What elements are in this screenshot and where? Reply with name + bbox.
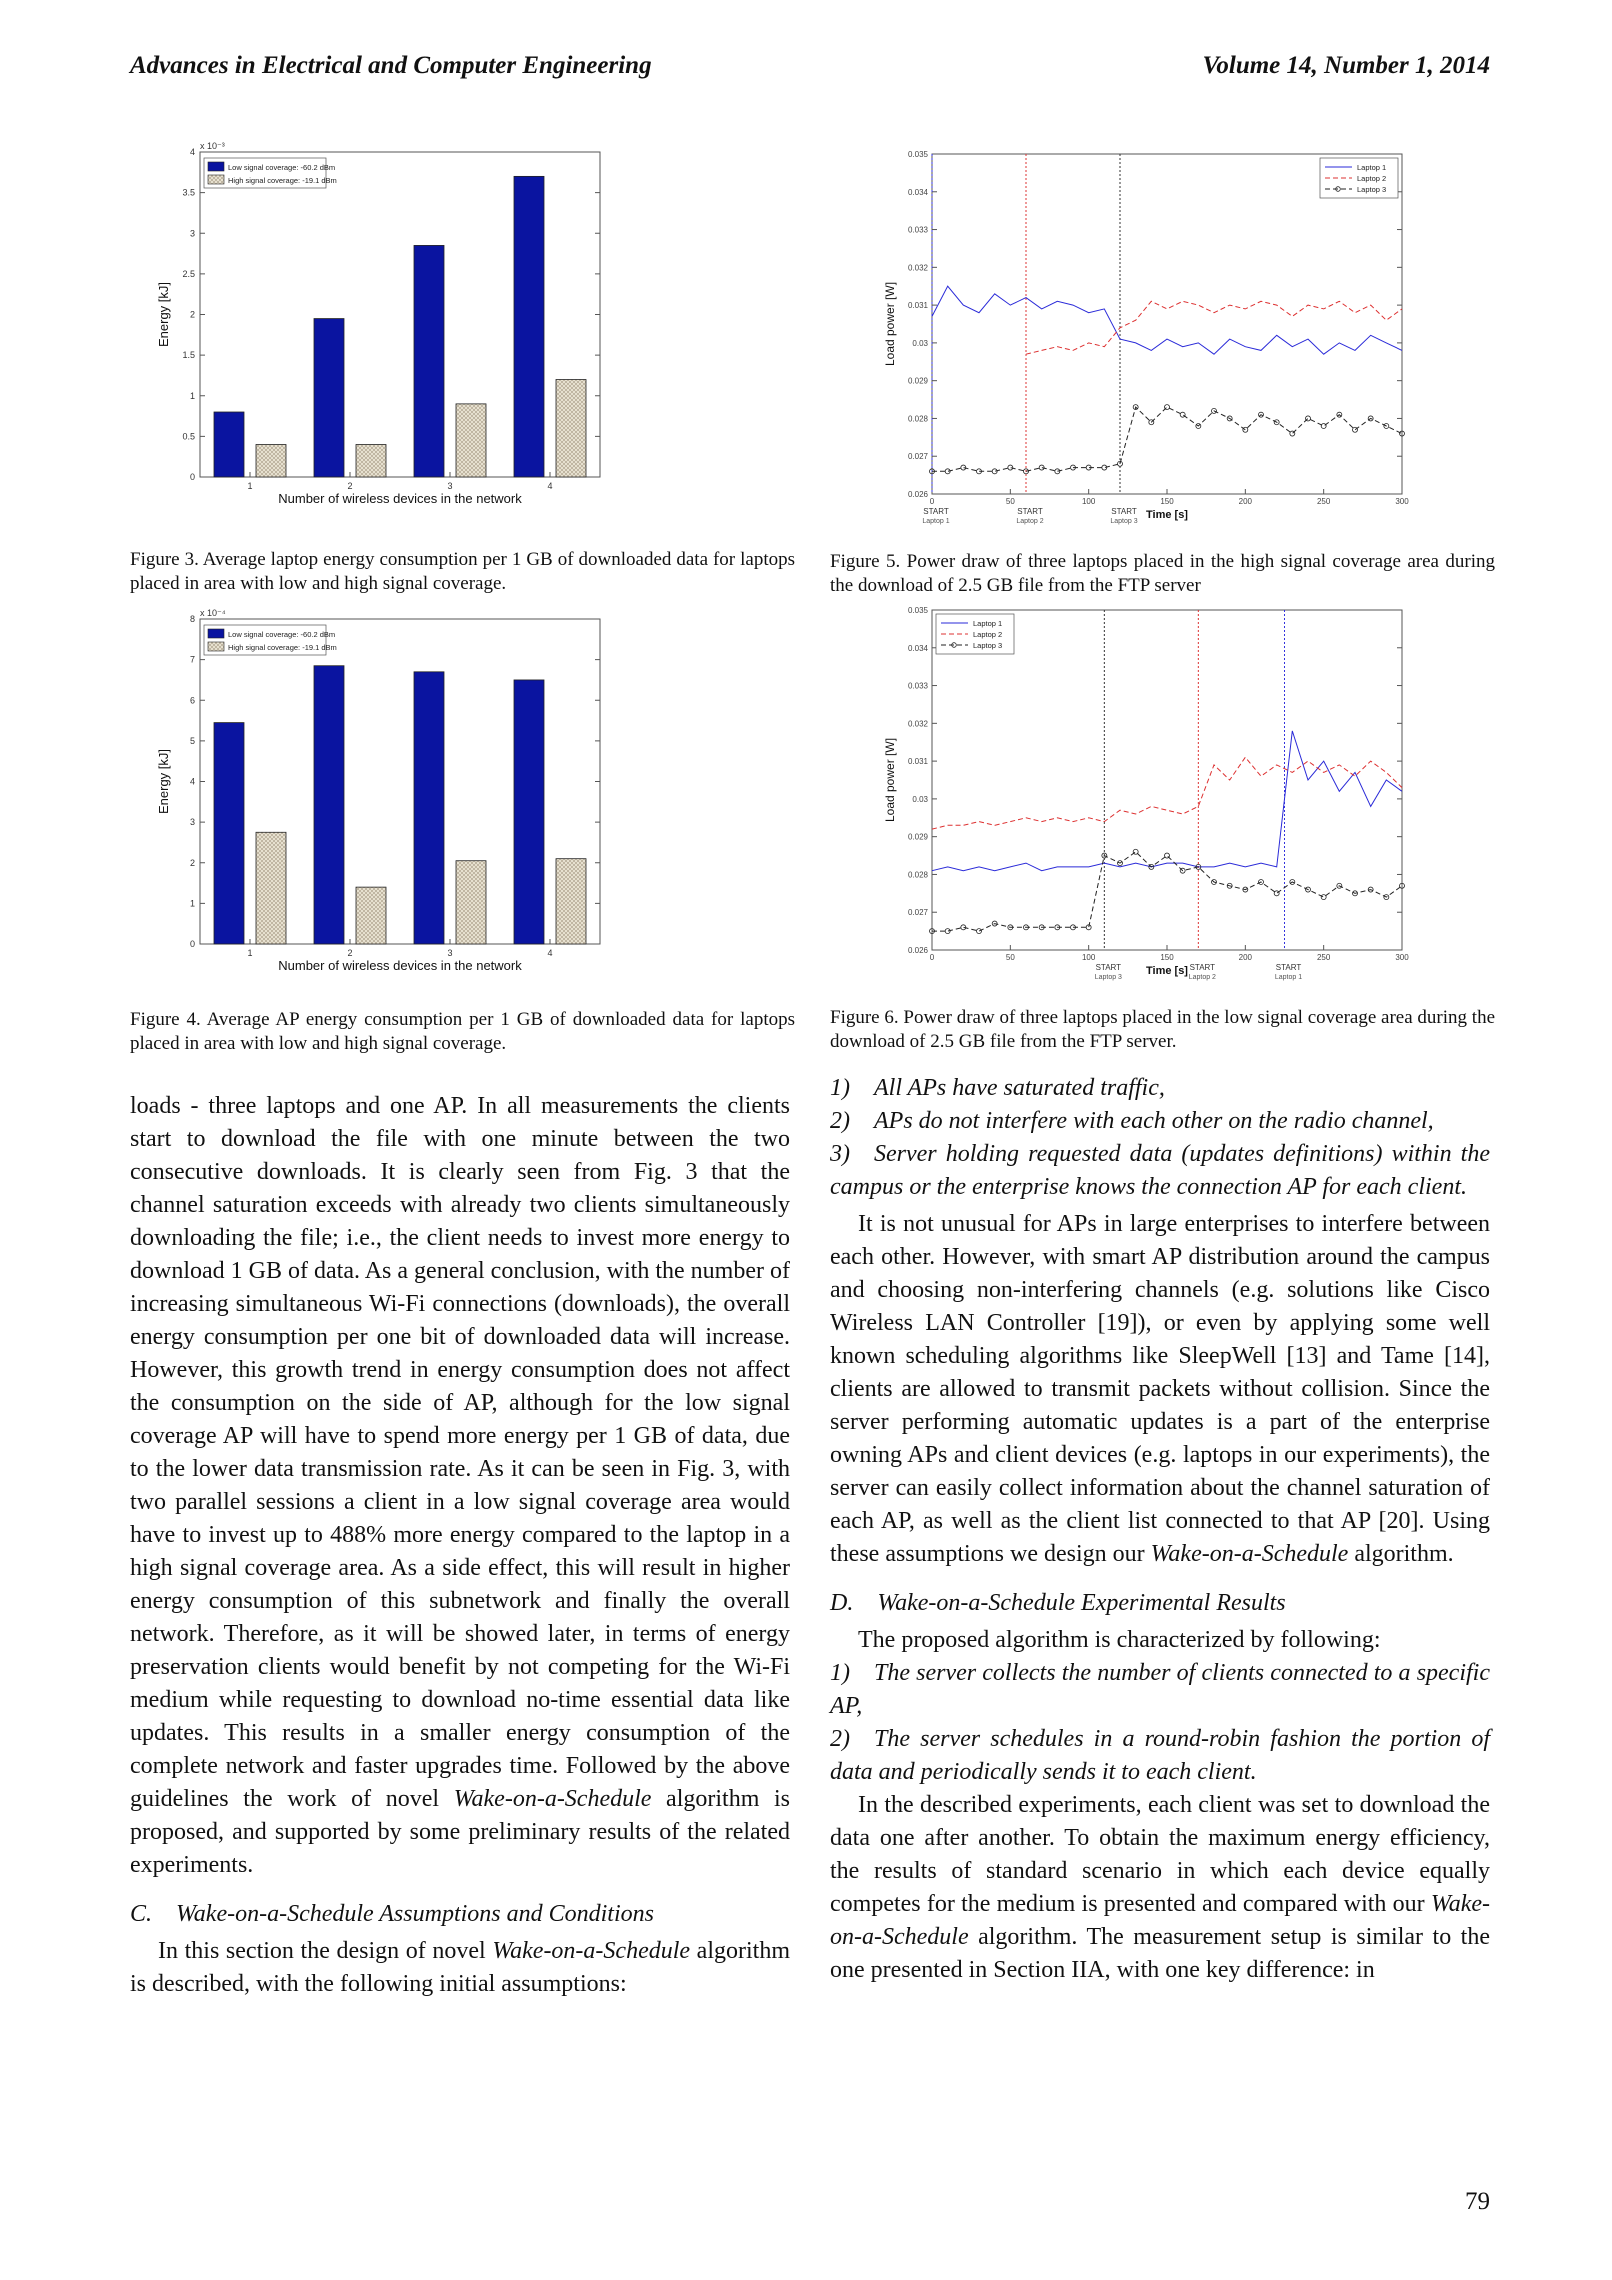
x-tick-label: 2 bbox=[347, 481, 353, 491]
legend-label: Low signal coverage: -60.2 dBm bbox=[228, 630, 336, 639]
x-tick-label: 50 bbox=[1005, 497, 1015, 506]
bar-high-signal bbox=[356, 887, 386, 944]
x-tick-label: 1 bbox=[247, 481, 253, 491]
y-tick-label: 0 bbox=[189, 939, 195, 949]
bar-high-signal bbox=[456, 861, 486, 944]
y-tick-label: 0.034 bbox=[907, 187, 928, 197]
start-marker-sublabel: Laptop 2 bbox=[1188, 974, 1216, 981]
x-tick-label: 1 bbox=[247, 948, 253, 958]
x-axis-label: Time [s] bbox=[1146, 965, 1188, 977]
x-tick-label: 300 bbox=[1395, 497, 1409, 506]
paragraph: The proposed algorithm is characterized by following: bbox=[858, 1627, 1381, 1653]
axis-multiplier: x 10⁻³ bbox=[200, 141, 225, 151]
journal-title: Advances in Electrical and Computer Engineering bbox=[130, 52, 652, 79]
x-tick-label: 250 bbox=[1316, 953, 1331, 962]
figure-3 bbox=[130, 138, 710, 538]
y-tick-label: 4 bbox=[189, 147, 195, 157]
figure-6 bbox=[860, 604, 1440, 1004]
paragraph-text: algorithm. bbox=[1348, 1541, 1454, 1567]
axis-multiplier: x 10⁻⁴ bbox=[200, 608, 226, 618]
figure-3-caption: Figure 3. Average laptop energy consumption per 1 GB of downloaded data for laptops placed in area with low and high signal coverage. bbox=[130, 549, 795, 594]
legend-label: Laptop 3 bbox=[1357, 185, 1387, 194]
legend-label: Low signal coverage: -60.2 dBm bbox=[228, 163, 336, 172]
figure-4-chart bbox=[130, 605, 710, 1005]
legend-label: Laptop 2 bbox=[973, 630, 1003, 639]
start-marker-sublabel: Laptop 2 bbox=[1016, 518, 1044, 525]
legend bbox=[204, 625, 337, 655]
x-tick-label: 100 bbox=[1081, 497, 1096, 506]
x-tick-label: 0 bbox=[929, 953, 935, 962]
y-tick-label: 8 bbox=[189, 614, 195, 624]
y-tick-label: 0.031 bbox=[907, 757, 928, 767]
y-tick-label: 1 bbox=[189, 390, 195, 401]
bar-low-signal bbox=[514, 680, 544, 944]
legend-label: Laptop 1 bbox=[973, 619, 1003, 628]
right-column bbox=[830, 1072, 1490, 1987]
y-tick-label: 2 bbox=[189, 309, 195, 320]
section-heading-c: C. Wake-on-a-Schedule Assumptions and Conditions bbox=[130, 1901, 654, 1927]
paragraph bbox=[130, 1935, 790, 2001]
algorithm-step: 2) The server schedules in a round-robin fashion the portion of data and periodically sends it to each client. bbox=[830, 1726, 1490, 1785]
bar-high-signal bbox=[556, 380, 586, 478]
y-tick-label: 0.031 bbox=[907, 301, 928, 311]
y-tick-label: 0.029 bbox=[907, 832, 928, 842]
algorithm-name: Wake-on-a-Schedule bbox=[453, 1786, 652, 1812]
legend bbox=[1320, 158, 1398, 198]
y-tick-label: 4 bbox=[189, 776, 195, 787]
x-tick-label: 150 bbox=[1160, 953, 1174, 962]
paragraph-text: In this section the design of novel bbox=[158, 1938, 493, 1964]
y-tick-label: 2 bbox=[189, 857, 195, 868]
x-tick-label: 250 bbox=[1316, 497, 1331, 506]
section-heading-d: D. Wake-on-a-Schedule Experimental Results bbox=[830, 1590, 1286, 1616]
assumption-item: 2) APs do not interfere with each other on the radio channel, bbox=[830, 1108, 1434, 1134]
paragraph-text: It is not unusual for APs in large enterprises to interfere between each other. However, with smart AP distribution around the campus and choosing non-interfering channels (e.g. solutions like Cisco Wireless LAN Controller [19]), or even by applying some well known scheduling algorithms like SleepWell [13] and Tame [14], clients are allowed to transmit packets without collision. Since the server performing automatic updates is a part of the enterprise owning APs and client devices (e.g. laptops in our experiments), the server can easily collect information about the channel saturation of each AP, as well as the client list connected to that AP [20]. Using these assumptions we design our bbox=[830, 1211, 1490, 1567]
left-column bbox=[130, 1090, 790, 2001]
legend bbox=[936, 614, 1014, 654]
legend-swatch bbox=[208, 162, 224, 171]
y-tick-label: 7 bbox=[189, 654, 195, 665]
start-marker-sublabel: Laptop 1 bbox=[1274, 974, 1303, 981]
paragraph-text: algorithm is described, with the following initial assumptions: bbox=[130, 1938, 790, 1997]
algorithm-name: Wake-on-a-Schedule bbox=[830, 1891, 1490, 1950]
paragraph-text: loads - three laptops and one AP. In all measurements the clients start to download the file with one minute between the two consecutive downloads. It is clearly seen from Fig. 3 that the channel saturation exceeds with already two clients simultaneously downloading the file; i.e., the client needs to invest more energy to download 1 GB of data. As a general conclusion, with the number of increasing simultaneous Wi-Fi connections (downloads), the overall energy consumption per one bit of downloaded data will increase. However, this growth trend in energy consumption does not affect the consumption on the side of AP, although for the low signal coverage AP will have to spend more energy per 1 GB of data, due to the lower data transmission rate. As it can be seen in Fig. 3, with two parallel sessions a client in a low signal coverage area would have to invest up to 488% more energy compared to the laptop in a high signal coverage area. As a side effect, this will result in higher energy consumption of this subnetwork and finally the overall network. Therefore, as it will be showed later, in terms of energy preservation clients would benefit by not competing for the Wi-Fi medium while requesting to download no-time essential data like updates. This results in a smaller energy consumption of the complete network and faster upgrades time. Followed by the above guidelines the work of novel bbox=[130, 1093, 790, 1812]
bar-high-signal bbox=[256, 445, 286, 478]
bar-low-signal bbox=[414, 672, 444, 944]
start-marker-label: START bbox=[1275, 963, 1302, 972]
y-tick-label: 6 bbox=[189, 695, 195, 706]
paragraph bbox=[130, 1090, 790, 1882]
paragraph bbox=[830, 1208, 1490, 1571]
paragraph-text: In the described experiments, each client was set to download the data one after another. To obtain the maximum energy efficiency, the results of standard scenario in which each device equally competes for the medium is presented and compared with our bbox=[830, 1792, 1490, 1917]
y-tick-label: 0.029 bbox=[907, 376, 928, 386]
x-tick-label: 4 bbox=[547, 481, 553, 491]
legend bbox=[204, 158, 337, 188]
plot-area bbox=[932, 154, 1402, 494]
y-tick-label: 0.027 bbox=[907, 452, 928, 462]
x-tick-label: 300 bbox=[1395, 953, 1409, 962]
x-tick-label: 3 bbox=[447, 948, 453, 958]
figure-3-chart bbox=[130, 138, 710, 538]
y-tick-label: 0.027 bbox=[907, 908, 928, 918]
y-tick-label: 3 bbox=[189, 228, 195, 239]
y-tick-label: 0.033 bbox=[907, 225, 928, 235]
figure-4 bbox=[130, 605, 710, 1005]
figure-5-chart bbox=[860, 148, 1440, 548]
paragraph-text: algorithm is proposed, and supported by some preliminary results of the related experiments. bbox=[130, 1786, 791, 1878]
legend-label: High signal coverage: -19.1 dBm bbox=[228, 643, 337, 652]
legend-label: Laptop 2 bbox=[1357, 174, 1387, 183]
y-tick-label: 0.5 bbox=[182, 431, 195, 442]
x-axis-label: Number of wireless devices in the network bbox=[278, 491, 522, 506]
bar-low-signal bbox=[214, 412, 244, 477]
start-marker-label: START bbox=[923, 507, 949, 516]
y-tick-label: 3 bbox=[189, 817, 195, 828]
x-tick-label: 100 bbox=[1081, 953, 1096, 962]
bar-low-signal bbox=[514, 176, 544, 477]
y-tick-label: 1.5 bbox=[182, 350, 195, 361]
legend-label: Laptop 3 bbox=[973, 641, 1003, 650]
bar-high-signal bbox=[356, 445, 386, 478]
y-tick-label: 0 bbox=[189, 472, 195, 482]
legend-label: High signal coverage: -19.1 dBm bbox=[228, 176, 337, 185]
x-tick-label: 150 bbox=[1160, 497, 1174, 506]
y-tick-label: 0.032 bbox=[907, 263, 928, 273]
y-tick-label: 0.034 bbox=[907, 643, 928, 653]
x-tick-label: 200 bbox=[1238, 497, 1253, 506]
bar-high-signal bbox=[456, 404, 486, 477]
bar-low-signal bbox=[214, 723, 244, 944]
y-tick-label: 0.035 bbox=[907, 606, 928, 615]
y-tick-label: 5 bbox=[189, 735, 195, 746]
x-axis-label: Number of wireless devices in the network bbox=[278, 958, 522, 973]
x-axis-label: Time [s] bbox=[1146, 509, 1188, 521]
y-axis-label: Load power [W] bbox=[883, 737, 897, 823]
y-tick-label: 0.03 bbox=[912, 794, 928, 804]
y-axis-label: Load power [W] bbox=[883, 281, 897, 367]
page-number: 79 bbox=[1465, 2188, 1490, 2215]
start-marker-sublabel: Laptop 3 bbox=[1110, 518, 1138, 525]
legend-swatch bbox=[208, 642, 224, 651]
assumption-item: 1) All APs have saturated traffic, bbox=[830, 1075, 1165, 1101]
paragraph bbox=[830, 1789, 1490, 1987]
bar-low-signal bbox=[414, 245, 444, 477]
bar-high-signal bbox=[556, 859, 586, 944]
x-tick-label: 0 bbox=[929, 497, 935, 506]
paragraph-text: algorithm. The measurement setup is similar to the one presented in Section IIA, with one key difference: in bbox=[830, 1924, 1490, 1983]
bar-low-signal bbox=[314, 319, 344, 477]
figure-6-chart bbox=[860, 604, 1440, 1004]
start-marker-sublabel: Laptop 3 bbox=[1094, 974, 1122, 981]
x-tick-label: 200 bbox=[1238, 953, 1253, 962]
bar-high-signal bbox=[256, 832, 286, 944]
y-tick-label: 0.028 bbox=[907, 870, 928, 880]
legend-swatch bbox=[208, 175, 224, 184]
figure-5-caption: Figure 5. Power draw of three laptops placed in the high signal coverage area during the download of 2.5 GB file from the FTP server bbox=[830, 551, 1495, 596]
y-tick-label: 0.03 bbox=[912, 338, 928, 348]
y-tick-label: 0.026 bbox=[907, 490, 928, 499]
y-axis-label: Energy [kJ] bbox=[156, 281, 171, 348]
plot-area bbox=[932, 610, 1402, 950]
y-tick-label: 3.5 bbox=[182, 187, 195, 198]
figure-6-caption: Figure 6. Power draw of three laptops placed in the low signal coverage area during the download of 2.5 GB file from the FTP server. bbox=[830, 1007, 1495, 1052]
x-tick-label: 50 bbox=[1005, 953, 1015, 962]
algorithm-step: 1) The server collects the number of clients connected to a specific AP, bbox=[830, 1660, 1490, 1719]
start-marker-sublabel: Laptop 1 bbox=[922, 518, 950, 525]
start-marker-label: START bbox=[1017, 507, 1043, 516]
assumption-item: 3) Server holding requested data (updates definitions) within the campus or the enterprise knows the connection AP for each client. bbox=[830, 1141, 1490, 1200]
start-marker-label: START bbox=[1095, 963, 1122, 972]
x-tick-label: 2 bbox=[347, 948, 353, 958]
figure-4-caption: Figure 4. Average AP energy consumption per 1 GB of downloaded data for laptops placed in area with low and high signal coverage. bbox=[130, 1009, 795, 1054]
legend-swatch bbox=[208, 629, 224, 638]
start-marker-label: START bbox=[1189, 963, 1216, 972]
y-tick-label: 0.032 bbox=[907, 719, 928, 729]
legend-label: Laptop 1 bbox=[1357, 163, 1387, 172]
y-tick-label: 0.033 bbox=[907, 681, 928, 691]
x-tick-label: 4 bbox=[547, 948, 553, 958]
y-axis-label: Energy [kJ] bbox=[156, 748, 171, 815]
algorithm-name: Wake-on-a-Schedule bbox=[492, 1938, 691, 1964]
y-tick-label: 0.028 bbox=[907, 414, 928, 424]
y-tick-label: 2.5 bbox=[182, 268, 195, 279]
y-tick-label: 1 bbox=[189, 898, 195, 909]
x-tick-label: 3 bbox=[447, 481, 453, 491]
y-tick-label: 0.026 bbox=[907, 946, 928, 955]
start-marker-label: START bbox=[1111, 507, 1137, 516]
figure-5 bbox=[860, 148, 1440, 548]
bar-low-signal bbox=[314, 666, 344, 944]
algorithm-name: Wake-on-a-Schedule bbox=[1150, 1541, 1349, 1567]
y-tick-label: 0.035 bbox=[907, 150, 928, 159]
volume-info: Volume 14, Number 1, 2014 bbox=[1202, 52, 1490, 79]
